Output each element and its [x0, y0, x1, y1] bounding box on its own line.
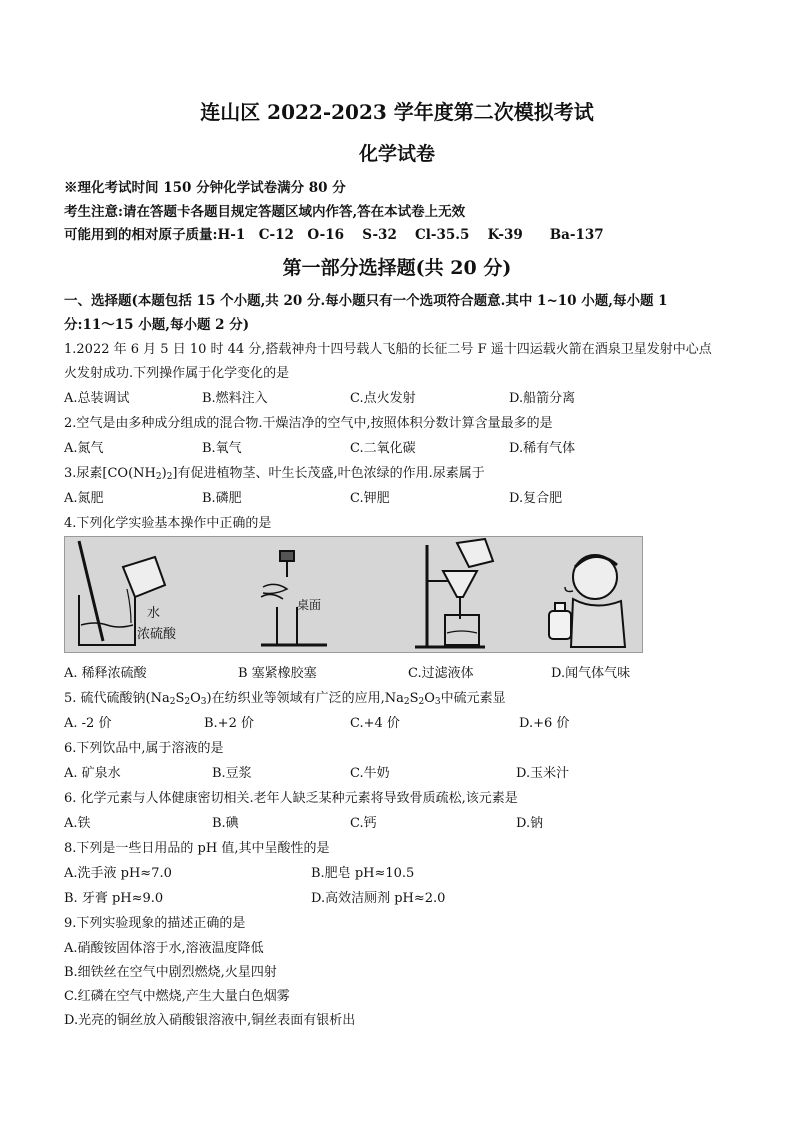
- exam-time-note: ※理化考试时间 150 分钟化学试卷满分 80 分: [64, 180, 346, 196]
- label-desk: 桌面: [297, 598, 322, 612]
- q2-option-c: C.二氧化碳: [350, 441, 416, 456]
- q9-option-d: D.光亮的铜丝放入硝酸银溶液中,铜丝表面有银析出: [64, 1013, 356, 1028]
- q1-stem-line1: 1.2022 年 6 月 5 日 10 时 44 分,搭载神舟十四号载人飞船的长征二号 F 遥十四运载火箭在酒泉卫星发射中心点: [64, 342, 712, 357]
- q1-option-c: C.点火发射: [350, 391, 416, 406]
- q7-option-d: D.钠: [516, 816, 544, 831]
- q5-option-c: C.+4 价: [350, 716, 400, 731]
- q1-stem-line2: 火发射成功.下列操作属于化学变化的是: [64, 366, 290, 381]
- q5-stem: 5. 硫代硫酸钠$(Na_2S_2O_3)$在纺织业等领域有广泛的应用$,Na_2S_2O_3$中硫元素显: [64, 691, 506, 707]
- exam-title: 连山区 2022-2023 学年度第二次模拟考试: [200, 100, 594, 124]
- q1-option-a: A.总装调试: [64, 391, 130, 406]
- instructions-line2: 分:11～15 小题,每小题 2 分): [64, 317, 250, 333]
- q3-stem: 3.尿素$[CO(NH_2)_2]$有促进植物茎、叶生长茂盛,叶色浓绿的作用.尿素属于: [64, 466, 485, 482]
- q9-option-c: C.红磷在空气中燃烧,产生大量白色烟雾: [64, 989, 290, 1004]
- q6-stem: 6.下列饮品中,属于溶液的是: [64, 741, 224, 756]
- q4-option-b: B 塞紧橡胶塞: [238, 666, 317, 681]
- q8-option-a: A.洗手液 pH≈7.0: [64, 866, 172, 881]
- q7-option-b: B.碘: [212, 816, 239, 831]
- q9-option-b: B.细铁丝在空气中剧烈燃烧,火星四射: [64, 965, 277, 980]
- q8-option-d: D.高效洁厕剂 pH≈2.0: [311, 891, 446, 906]
- atomic-mass-note: 可能用到的相对原子质量:H-1 C-12 O-16 S-32 Cl-35.5 K-39 Ba-137: [64, 227, 604, 243]
- q7-option-a: A.铁: [64, 816, 91, 831]
- label-water: 水: [147, 606, 161, 621]
- q9-option-a: A.硝酸铵固体溶于水,溶液温度降低: [64, 941, 264, 956]
- q6-option-b: B.豆浆: [212, 766, 252, 781]
- q4-option-a: A. 稀释浓硫酸: [64, 666, 147, 681]
- q8-option-c: B. 牙膏 pH≈9.0: [64, 891, 164, 906]
- q4-stem: 4.下列化学实验基本操作中正确的是: [64, 516, 272, 531]
- q2-option-d: D.稀有气体: [509, 441, 576, 456]
- q5-option-a: A. -2 价: [64, 716, 112, 731]
- q6-option-c: C.牛奶: [350, 766, 390, 781]
- q1-option-b: B.燃料注入: [202, 391, 268, 406]
- q2-option-a: A.氮气: [64, 441, 104, 456]
- lab-operations-figure: [64, 536, 643, 653]
- q4-option-d: D.闻气体气味: [551, 666, 631, 681]
- q2-stem: 2.空气是由多种成分组成的混合物.干燥洁净的空气中,按照体积分数计算含量最多的是: [64, 416, 553, 431]
- exam-attention-note: 考生注意:请在答题卡各题目规定答题区域内作答,答在本试卷上无效: [64, 204, 466, 220]
- q8-option-b: B.肥皂 pH≈10.5: [311, 866, 415, 881]
- q1-option-d: D.船箭分离: [509, 391, 576, 406]
- q7-stem: 6. 化学元素与人体健康密切相关.老年人缺乏某种元素将导致骨质疏松,该元素是: [64, 791, 518, 806]
- q6-option-a: A. 矿泉水: [64, 766, 121, 781]
- q5-option-b: B.+2 价: [204, 716, 254, 731]
- instructions-line1: 一、选择题(本题包括 15 个小题,共 20 分.每小题只有一个选项符合题意.其中 1~10 小题,每小题 1: [64, 293, 668, 309]
- q3-option-d: D.复合肥: [509, 491, 563, 506]
- q4-option-c: C.过滤液体: [408, 666, 474, 681]
- q3-option-b: B.磷肥: [202, 491, 242, 506]
- q7-option-c: C.钙: [350, 816, 377, 831]
- q3-option-a: A.氮肥: [64, 491, 104, 506]
- exam-subtitle: 化学试卷: [358, 143, 435, 165]
- label-acid: 浓硫酸: [137, 627, 177, 642]
- q9-stem: 9.下列实验现象的描述正确的是: [64, 916, 246, 931]
- q5-option-d: D.+6 价: [519, 716, 570, 731]
- q3-option-c: C.钾肥: [350, 491, 390, 506]
- section-title: 第一部分选择题(共 20 分): [282, 257, 512, 279]
- q6-option-d: D.玉米汁: [516, 766, 570, 781]
- q2-option-b: B.氧气: [202, 441, 242, 456]
- q8-stem: 8.下列是一些日用品的 pH 值,其中呈酸性的是: [64, 841, 330, 856]
